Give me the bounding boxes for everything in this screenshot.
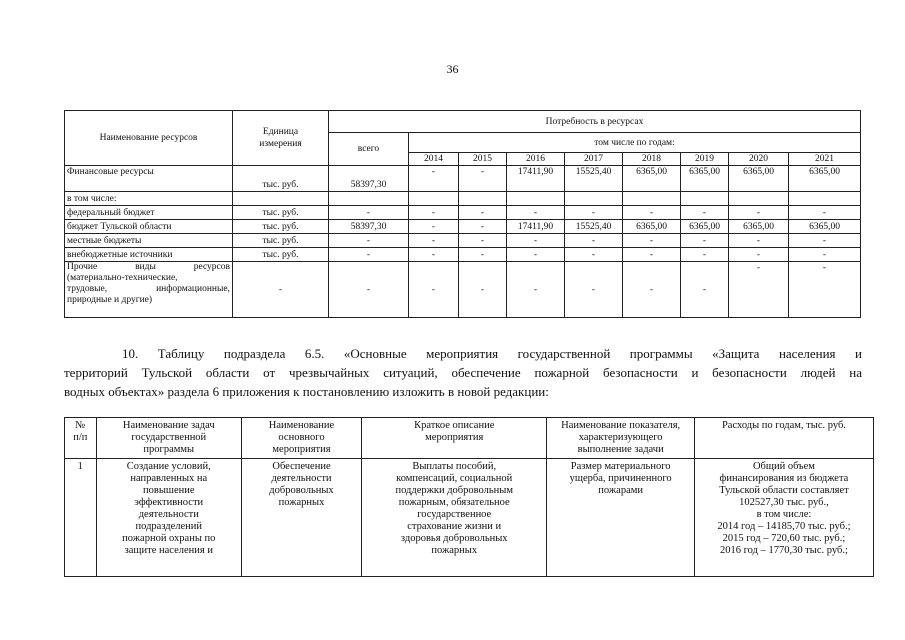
row-task <box>96 459 241 577</box>
resource-unit: тыс. руб. <box>233 234 329 248</box>
text-line: 102527,30 тыс. руб., <box>739 497 829 508</box>
other-val: - <box>729 262 789 318</box>
val-cell: 15525,40 <box>565 166 623 192</box>
val-cell: - <box>565 248 623 262</box>
val-cell: - <box>789 248 861 262</box>
text-line: Выплаты пособий, <box>412 461 497 472</box>
val-cell: - <box>459 166 507 192</box>
year-header: 2015 <box>459 153 507 166</box>
val-cell: - <box>507 248 565 262</box>
val-cell: - <box>459 248 507 262</box>
val-cell: 6365,00 <box>623 220 681 234</box>
year-header: 2016 <box>507 153 565 166</box>
val-cell: - <box>507 234 565 248</box>
resource-name: внебюджетные источники <box>65 248 233 262</box>
row-desc <box>362 459 547 577</box>
val-cell: - <box>681 234 729 248</box>
resource-name: бюджет Тульской области <box>65 220 233 234</box>
text-line: Размер материального <box>570 461 671 472</box>
text-line: в том числе: <box>756 509 812 520</box>
text-line: государственное <box>417 509 492 520</box>
val-cell: 6365,00 <box>729 220 789 234</box>
year-header: 2020 <box>729 153 789 166</box>
resource-name: в том числе: <box>65 192 233 206</box>
text-line: Наименование задач <box>122 420 215 431</box>
resource-total: - <box>329 234 409 248</box>
text-line: пожарной охраны по <box>122 533 216 544</box>
text-line: основного <box>278 432 325 443</box>
text-line: Наименование показателя, <box>561 420 681 431</box>
val-cell: 6365,00 <box>681 220 729 234</box>
text-line: повышение <box>143 485 195 496</box>
header-desc <box>362 418 547 459</box>
resource-name: местные бюджеты <box>65 234 233 248</box>
text-line: государственной <box>131 432 207 443</box>
val-cell: - <box>507 206 565 220</box>
val-cell <box>409 192 459 206</box>
resource-name: федеральный бюджет <box>65 206 233 220</box>
text-line: финансирования из бюджета <box>719 473 849 484</box>
header-resource-name: Наименование ресурсов <box>65 111 233 166</box>
paragraph-line1: 10. Таблицу подраздела 6.5. «Основные мероприятия государственной программы «Защита населения и <box>122 346 862 361</box>
val-cell: - <box>565 206 623 220</box>
val-cell <box>623 192 681 206</box>
val-cell <box>565 192 623 206</box>
text-line: программы <box>143 444 195 455</box>
val-cell: - <box>681 248 729 262</box>
other-val: - <box>681 262 729 318</box>
text-line: Наименование <box>268 420 335 431</box>
val-cell: - <box>459 220 507 234</box>
val-cell <box>729 192 789 206</box>
paragraph-line2: территорий Тульской области от чрезвычайных ситуаций, обеспечение пожарной безопасности и безопасности людей на <box>64 365 862 380</box>
text-line: подразделений <box>135 521 203 532</box>
text-line: № <box>75 420 86 431</box>
resources-table <box>64 110 861 318</box>
val-cell: 15525,40 <box>565 220 623 234</box>
other-val: - <box>565 262 623 318</box>
val-cell: - <box>459 206 507 220</box>
header-unit-line2: измерения <box>259 139 302 149</box>
resource-row <box>65 166 861 192</box>
resource-name: Финансовые ресурсы <box>65 166 233 192</box>
other-val: - <box>789 262 861 318</box>
year-header: 2019 <box>681 153 729 166</box>
text-line: пожарами <box>598 485 643 496</box>
val-cell: - <box>789 234 861 248</box>
val-cell: - <box>789 206 861 220</box>
header-num <box>65 418 97 459</box>
text-line: здоровья добровольных <box>400 533 508 544</box>
text-line: 2015 год – 720,60 тыс. руб.; <box>722 533 846 544</box>
text-line: 2014 год – 14185,70 тыс. руб.; <box>717 521 851 532</box>
val-cell: - <box>409 234 459 248</box>
header-expenses <box>694 418 873 459</box>
text-line: деятельности <box>138 509 199 520</box>
resource-unit: тыс. руб. <box>233 206 329 220</box>
year-header: 2014 <box>409 153 459 166</box>
val-cell: 6365,00 <box>789 220 861 234</box>
year-header: 2017 <box>565 153 623 166</box>
text-line: пожарных <box>278 497 325 508</box>
text-line: Общий объем <box>752 461 815 472</box>
resource-total: - <box>329 206 409 220</box>
val-cell: 17411,90 <box>507 220 565 234</box>
other-total: - <box>329 262 409 318</box>
text-line: ущерба, причиненного <box>569 473 672 484</box>
header-by-years: том числе по годам: <box>409 133 861 153</box>
row-indicator <box>547 459 694 577</box>
year-header: 2018 <box>623 153 681 166</box>
other-l3: трудовые, информационные, <box>67 284 230 294</box>
text-line: Тульской области составляет <box>719 485 849 496</box>
resource-row <box>65 220 861 234</box>
text-line: деятельности <box>271 473 332 484</box>
header-total: всего <box>329 133 409 166</box>
val-cell: - <box>409 166 459 192</box>
text-line: компенсаций, социальной <box>396 473 513 484</box>
text-line: Расходы по годам, тыс. руб. <box>721 420 846 431</box>
text-line: добровольных <box>269 485 334 496</box>
resource-unit <box>233 192 329 206</box>
text-line: мероприятия <box>425 432 484 443</box>
val-cell: 17411,90 <box>507 166 565 192</box>
text-line: мероприятия <box>272 444 331 455</box>
year-header: 2021 <box>789 153 861 166</box>
text-line: пожарных <box>431 545 478 556</box>
header-task <box>96 418 241 459</box>
header-indicator <box>547 418 694 459</box>
resource-unit: тыс. руб. <box>233 220 329 234</box>
resource-row <box>65 234 861 248</box>
resource-total: 58397,30 <box>329 166 409 192</box>
resource-row <box>65 248 861 262</box>
val-cell <box>789 192 861 206</box>
paragraph-line3: водных объектах» раздела 6 приложения к постановлению изложить в новой редакции: <box>64 384 549 399</box>
other-l2: (материально-технические, <box>67 273 178 283</box>
other-resources-name <box>65 262 233 318</box>
resource-row <box>65 192 861 206</box>
val-cell: - <box>409 220 459 234</box>
val-cell <box>507 192 565 206</box>
resource-unit: тыс. руб. <box>233 248 329 262</box>
text-line: страхование жизни и <box>407 521 502 532</box>
val-cell: - <box>409 248 459 262</box>
val-cell: - <box>729 248 789 262</box>
val-cell: - <box>623 206 681 220</box>
other-val: - <box>409 262 459 318</box>
val-cell: 6365,00 <box>729 166 789 192</box>
text-line: Обеспечение <box>272 461 331 472</box>
header-event <box>241 418 361 459</box>
text-line: направленных на <box>130 473 208 484</box>
header-need: Потребность в ресурсах <box>329 111 861 133</box>
val-cell: - <box>459 234 507 248</box>
other-val: - <box>459 262 507 318</box>
other-l1: Прочие виды ресурсов <box>67 262 230 272</box>
row-event <box>241 459 361 577</box>
resource-row <box>65 206 861 220</box>
val-cell <box>681 192 729 206</box>
resource-total: 58397,30 <box>329 220 409 234</box>
header-unit-line1: Единица <box>262 127 299 137</box>
resource-unit: тыс. руб. <box>233 166 329 192</box>
header-unit <box>233 111 329 166</box>
text-line: поддержки добровольным <box>395 485 513 496</box>
val-cell: - <box>565 234 623 248</box>
val-cell: 6365,00 <box>623 166 681 192</box>
other-l4: природные и другие) <box>67 295 153 305</box>
text-line: характеризующего <box>578 432 663 443</box>
val-cell: 6365,00 <box>789 166 861 192</box>
val-cell: - <box>623 248 681 262</box>
val-cell: - <box>409 206 459 220</box>
amendment-paragraph <box>64 344 862 401</box>
other-val: - <box>623 262 681 318</box>
other-val: - <box>507 262 565 318</box>
text-line: Создание условий, <box>126 461 211 472</box>
text-line: выполнение задачи <box>577 444 664 455</box>
text-line: защите населения и <box>124 545 213 556</box>
other-unit: - <box>233 262 329 318</box>
val-cell: - <box>729 206 789 220</box>
val-cell: - <box>623 234 681 248</box>
text-line: эффективности <box>134 497 204 508</box>
main-events-table <box>64 417 874 577</box>
text-line: 2016 год – 1770,30 тыс. руб.; <box>720 545 848 556</box>
resource-total: - <box>329 248 409 262</box>
page-number: 36 <box>446 62 459 76</box>
text-line: Краткое описание <box>414 420 495 431</box>
val-cell: - <box>681 206 729 220</box>
resource-total <box>329 192 409 206</box>
text-line: пожарным, обязательное <box>398 497 510 508</box>
val-cell: - <box>729 234 789 248</box>
text-line: п/п <box>73 432 88 443</box>
val-cell: 6365,00 <box>681 166 729 192</box>
row-expenses <box>694 459 873 577</box>
val-cell <box>459 192 507 206</box>
row-num: 1 <box>65 459 97 577</box>
